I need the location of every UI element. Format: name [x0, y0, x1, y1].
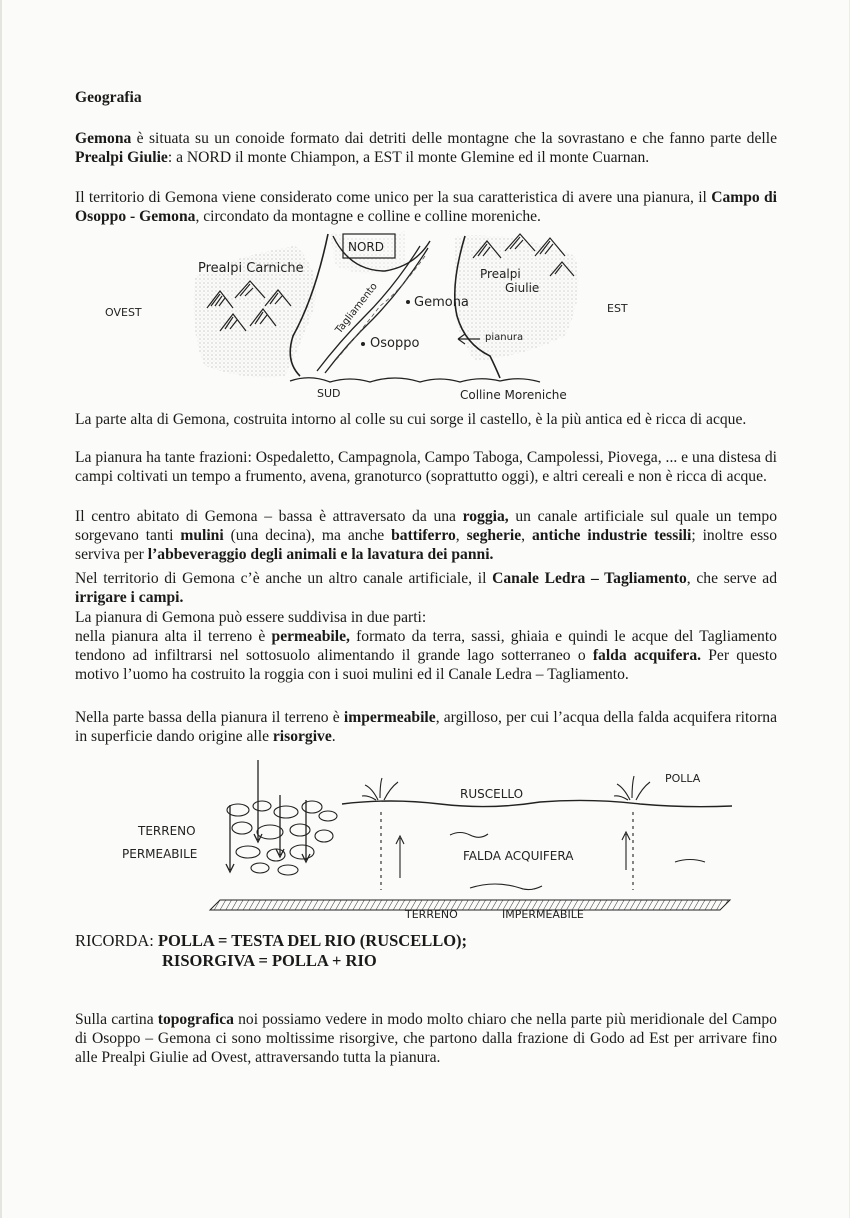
ground-line: [342, 800, 732, 806]
text: Nella parte bassa della pianura il terreno è: [75, 709, 344, 726]
term-battiferro: battiferro: [391, 527, 456, 545]
map-label-prealpi: Prealpi: [480, 267, 521, 281]
label-terreno-impermeabile-2: IMPERMEABILE: [502, 908, 584, 921]
section-title: Geografia: [75, 89, 142, 106]
map-label-ovest: OVEST: [105, 306, 142, 319]
term-industrie-tessili: antiche industrie tessili: [531, 527, 692, 545]
paragraph-upper-gemona: La parte alta di Gemona, costruita intorno al colle su cui sorge il castello, è la più antica ed è ricca di acque.: [75, 411, 747, 428]
colline-moreniche-line: [290, 378, 540, 382]
map-label-nord: NORD: [348, 240, 384, 254]
label-falda-acquifera: FALDA ACQUIFERA: [463, 849, 574, 863]
label-ruscello: RUSCELLO: [460, 787, 524, 801]
map-label-prealpi-carniche: Prealpi Carniche: [198, 261, 304, 276]
label-terreno: TERRENO: [138, 824, 196, 838]
text: Sulla cartina: [75, 1011, 158, 1028]
ricorda-risorgiva: RISORGIVA = POLLA + RIO: [162, 951, 377, 970]
risorgive-diagram: [110, 760, 750, 922]
ricorda-label: RICORDA:: [75, 931, 158, 950]
label-polla: POLLA: [665, 772, 701, 785]
text: Per questo motivo l’uomo ha costruito la roggia con i suoi mulini ed il Canale Ledra – Tagliamento.: [75, 647, 777, 684]
ricorda-line-2: [75, 951, 467, 971]
spring-left: [362, 778, 404, 890]
paragraph-territory: [75, 188, 777, 226]
text: nella pianura alta il terreno è: [75, 628, 272, 645]
map-label-pianura: pianura: [485, 332, 524, 343]
text: (una decina), ma anche: [223, 527, 392, 545]
label-terreno-impermeabile-1: TERRENO: [405, 908, 458, 921]
text: un canale artificiale sul quale un tempo sorgevano tanti: [75, 508, 778, 545]
text: Il territorio di Gemona viene considerato come unico per la sua caratteristica di avere una pianura, il: [75, 189, 712, 206]
map-drawing: [95, 226, 628, 406]
text: noi possiamo vedere in modo molto chiaro che nella parte più meridionale del Campo di Osoppo – Gemona ci sono moltissime risorgive, che partono dalla frazione di Godo ad Est per arrivare fino alle Prealpi Giulie ad Ovest, attraversando tutta la pianura.: [75, 1011, 777, 1067]
paragraph-two-parts: La pianura di Gemona può essere suddivisa in due parti:: [75, 609, 427, 626]
osoppo-dot: [361, 342, 365, 346]
term-campo-osoppo: Campo di Osoppo - Gemona: [75, 189, 777, 226]
paragraph-topografica: [75, 1010, 777, 1068]
term-permeabile: permeabile,: [271, 628, 350, 645]
term-gemona: Gemona: [75, 130, 132, 147]
map-label-colline-moreniche: Colline Moreniche: [460, 388, 567, 402]
text: , circondato da montagne e colline e colline moreniche.: [195, 208, 541, 226]
paragraph-upper-plain: [75, 627, 777, 685]
term-mulini: mulini: [180, 527, 224, 545]
paragraph-frazioni: La pianura ha tante frazioni: Ospedaletto, Campagnola, Campo Taboga, Campolessi, Piovega, ... e una distesa di campi coltivati un tempo a frumento, avena, granoturco (soprattutto oggi), e altri cereali e non è ricca di acque.: [75, 449, 777, 486]
text: è situata su un conoide formato dai detriti delle montagne che la sovrastano e che fanno parte delle: [131, 130, 777, 147]
pebbles: [227, 801, 337, 875]
paragraph-canale-ledra: [75, 569, 777, 607]
paragraph-lower-plain: [75, 708, 777, 746]
term-falda-acquifera: falda acquifera.: [592, 647, 702, 665]
map-label-tagliamento: Tagliamento: [333, 281, 380, 336]
term-canale-ledra: Canale Ledra – Tagliamento: [492, 570, 687, 587]
term-abbeveraggio: l’abbeveraggio degli animali e la lavatura dei panni.: [147, 546, 494, 564]
term-irrigare: irrigare i campi.: [75, 589, 184, 607]
text: .: [331, 728, 336, 746]
paragraph-roggia: [75, 507, 777, 565]
text: ; inoltre esso serviva per: [75, 527, 778, 564]
term-risorgive: risorgive: [272, 728, 332, 746]
gemona-dot: [406, 300, 410, 304]
term-impermeabile: impermeabile: [343, 709, 436, 726]
ricorda-polla: POLLA = TESTA DEL RIO (RUSCELLO);: [157, 931, 468, 950]
text: formato da terra, sassi, ghiaia e quindi le acque del Tagliamento tendono ad infiltrarsi nel sottosuolo alimentando il grande lago sotterraneo o: [75, 628, 777, 665]
text: Nel territorio di Gemona c’è anche un altro canale artificiale, il: [75, 570, 493, 587]
label-permeabile: PERMEABILE: [122, 847, 198, 861]
spring-right: [614, 776, 650, 890]
text: , argilloso, per cui l’acqua della falda acquifera ritorna in superficie dando origine alle: [75, 709, 778, 746]
term-roggia: roggia,: [462, 508, 509, 525]
ricorda-line-1: [75, 931, 467, 951]
map-label-gemona: Gemona: [414, 295, 469, 310]
ricorda-box: [75, 931, 467, 971]
map-label-est: EST: [607, 302, 628, 315]
term-segherie: segherie: [466, 527, 522, 545]
term-topografica: topografica: [157, 1011, 234, 1028]
text: ,: [521, 527, 532, 545]
text: Il centro abitato di Gemona – bassa è attraversato da una: [75, 508, 463, 525]
impermeable-layer: [210, 900, 730, 910]
text: ,: [455, 527, 467, 545]
text: : a NORD il monte Chiampon, a EST il monte Glemine ed il monte Cuarnan.: [167, 149, 650, 167]
map-label-osoppo: Osoppo: [370, 336, 420, 351]
map-label-giulie: Giulie: [505, 281, 540, 295]
map-label-sud: SUD: [317, 387, 341, 400]
text: , che serve ad: [686, 570, 777, 587]
term-prealpi-giulie: Prealpi Giulie: [75, 149, 168, 167]
paragraph-location: [75, 129, 777, 167]
